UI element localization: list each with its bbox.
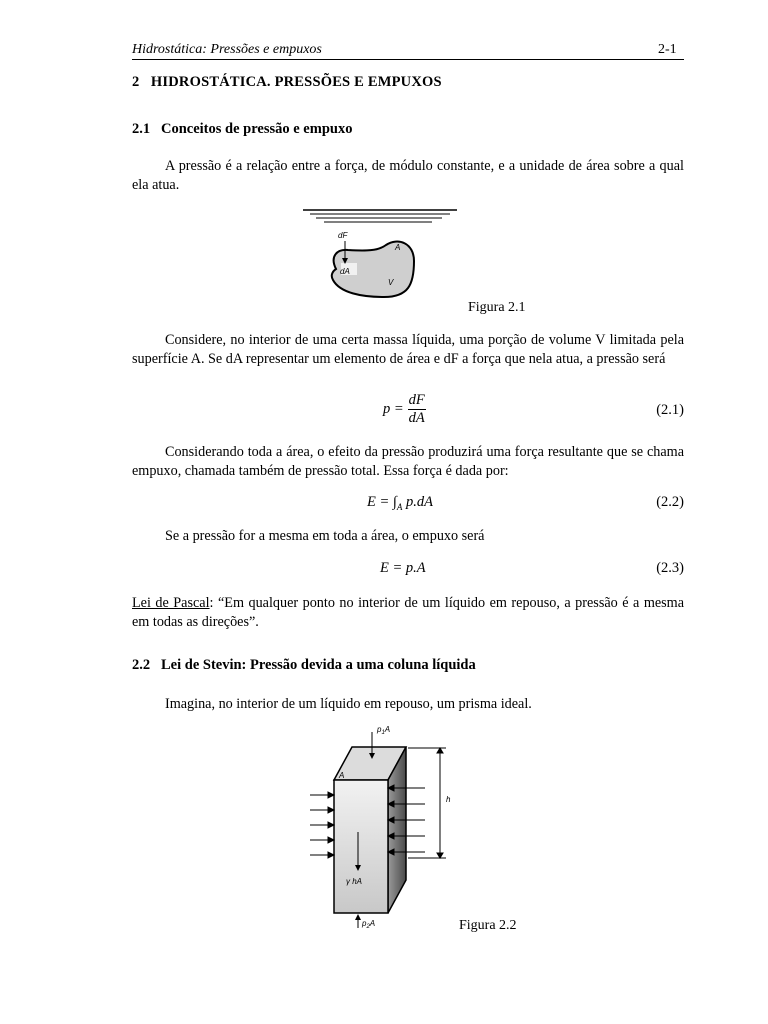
label-p1a xyxy=(376,725,390,736)
label-v: V xyxy=(388,278,394,287)
figure-2-2-caption: Figura 2.2 xyxy=(459,918,517,933)
paragraph-text: Se a pressão for a mesma em toda a área, o empuxo será xyxy=(165,528,485,544)
figure-2-1-caption: Figura 2.1 xyxy=(468,300,526,315)
label-p1-letter: p xyxy=(377,725,382,734)
label-h: h xyxy=(446,795,451,804)
equation-lhs: p = xyxy=(383,400,404,417)
paragraph-text: Considerando toda a área, o efeito da pressão produzirá uma força resultante que se chama empuxo, chamada também de pressão total. Essa força é dada por: xyxy=(132,444,684,479)
label-p2-area: A xyxy=(369,919,376,928)
label-p1-area: A xyxy=(384,725,391,734)
equation-2-2 xyxy=(367,494,433,512)
equation-number-2-3: (2.3) xyxy=(656,560,684,576)
force-p2a-arrowhead xyxy=(355,914,361,920)
equation-2-1 xyxy=(383,392,426,427)
integral-subscript: A xyxy=(396,501,403,512)
label-p2-subscript: 2 xyxy=(366,924,370,930)
fraction-numerator: dF xyxy=(408,392,425,408)
label-weight: γ hA xyxy=(346,877,363,886)
label-p1-subscript: 1 xyxy=(381,730,385,736)
label-p2-letter: p xyxy=(362,919,367,928)
paragraph-text: Considere, no interior de uma certa massa líquida, uma porção de volume V limitada pela superfície A. Se dA representar um elemento de área e dF a força que nela atua, a pressão será xyxy=(132,332,684,367)
label-a: A xyxy=(339,771,345,780)
paragraph-uniform-pressure xyxy=(132,527,684,546)
page-number: 2-1 xyxy=(658,42,677,57)
figure-2-1-diagram xyxy=(300,205,460,305)
lateral-pressure-arrows-left xyxy=(310,792,334,858)
label-df: dF xyxy=(338,231,348,240)
paragraph-volume-definition xyxy=(132,331,684,369)
running-header-title: Hidrostática: Pressões e empuxos xyxy=(132,42,322,57)
header-rule xyxy=(132,59,684,60)
paragraph-ideal-prism xyxy=(132,695,684,714)
liquid-surface-lines xyxy=(303,210,457,222)
pascal-law-text: : “Em qualquer ponto no interior de um líquido em repouso, a pressão é a mesma em todas as direções”. xyxy=(132,595,685,630)
section-heading-2-2: 2.2 Lei de Stevin: Pressão devida a uma coluna líquida xyxy=(132,657,476,673)
equation-rhs: p.dA xyxy=(406,494,433,510)
chapter-heading: 2 HIDROSTÁTICA. PRESSÕES E EMPUXOS xyxy=(132,74,442,90)
equation-2-3: E = p.A xyxy=(380,560,426,576)
prism-front-face xyxy=(334,780,388,913)
equation-number-2-1: (2.1) xyxy=(656,402,684,418)
figure-2-2-diagram xyxy=(300,720,470,930)
fraction-denominator: dA xyxy=(408,410,425,426)
fraction xyxy=(408,392,426,427)
pascal-law-label: Lei de Pascal xyxy=(132,595,210,611)
paragraph-buoyancy-definition xyxy=(132,443,684,481)
height-dimension xyxy=(408,748,446,858)
label-p2a xyxy=(361,919,375,930)
paragraph-text: Imagina, no interior de um líquido em repouso, um prisma ideal. xyxy=(165,696,532,712)
label-a: A xyxy=(395,243,401,252)
equation-lhs: E = ∫ xyxy=(367,494,397,510)
paragraph-pressure-definition xyxy=(132,157,684,195)
label-da: dA xyxy=(340,267,350,276)
section-heading-2-1: 2.1 Conceitos de pressão e empuxo xyxy=(132,121,353,137)
equation-number-2-2: (2.2) xyxy=(656,494,684,510)
paragraph-pascal-law xyxy=(132,594,684,632)
paragraph-text: A pressão é a relação entre a força, de módulo constante, e a unidade de área sobre a qual ela atua. xyxy=(132,158,684,193)
